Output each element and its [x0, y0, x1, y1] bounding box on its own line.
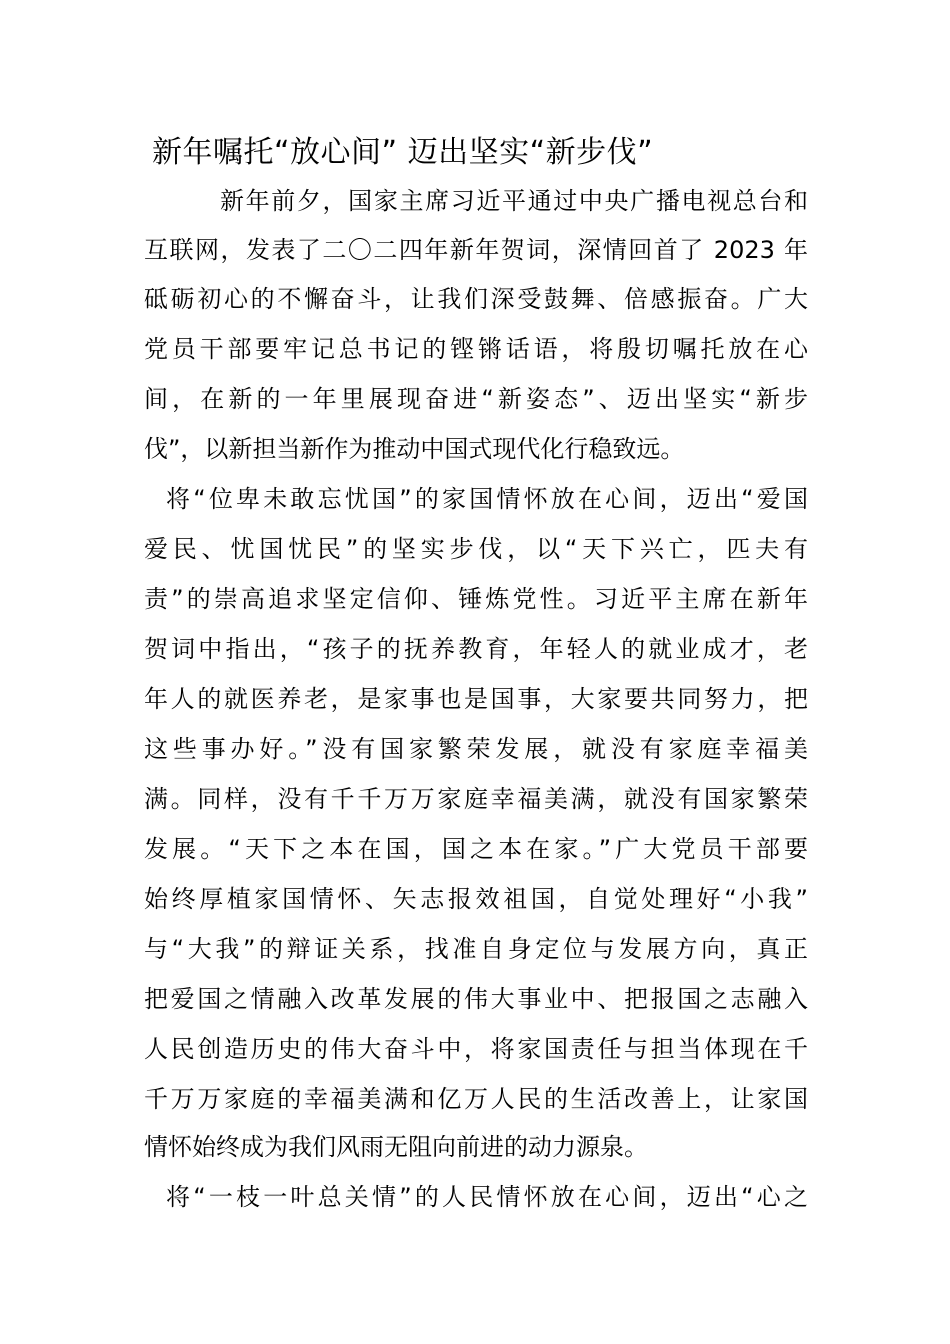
paragraph-1-line-4: 党员干部要牢记总书记的铿锵话语，将殷切嘱托放在心	[144, 335, 808, 363]
paragraph-2-line-9: 始终厚植家国情怀、矢志报效祖国，自觉处理好“小我”	[144, 885, 808, 913]
paragraph-1-line-3: 砥砺初心的不懈奋斗，让我们深受鼓舞、倍感振奋。广大	[144, 285, 808, 313]
paragraph-3-line-1: 将“一枝一叶总关情”的人民情怀放在心间，迈出“心之	[166, 1183, 808, 1211]
paragraph-1-line-5: 间，在新的一年里展现奋进“新姿态”、迈出坚实“新步	[144, 385, 808, 413]
paragraph-2-line-3: 责”的崇高追求坚定信仰、锤炼党性。习近平主席在新年	[144, 585, 808, 613]
paragraph-2-line-7: 满。同样，没有千千万万家庭幸福美满，就没有国家繁荣	[144, 785, 808, 813]
paragraph-2-line-14: 情怀始终成为我们风雨无阻向前进的动力源泉。	[144, 1133, 648, 1161]
paragraph-2-line-13: 千万万家庭的幸福美满和亿万人民的生活改善上，让家国	[144, 1085, 808, 1113]
paragraph-1-line-2: 互联网，发表了二〇二四年新年贺词，深情回首了 2023 年	[144, 236, 808, 264]
paragraph-2-line-10: 与“大我”的辩证关系，找准自身定位与发展方向，真正	[144, 935, 808, 963]
document-title: 新年嘱托“放心间” 迈出坚实“新步伐”	[152, 135, 654, 170]
paragraph-1-line-6: 伐”，以新担当新作为推动中国式现代化行稳致远。	[144, 435, 685, 463]
paragraph-2-line-1: 将“位卑未敢忘忧国”的家国情怀放在心间，迈出“爱国	[166, 485, 808, 513]
paragraph-1-line-1: 新年前夕，国家主席习近平通过中央广播电视总台和	[220, 187, 808, 215]
paragraph-2-line-6: 这些事办好。”没有国家繁荣发展，就没有家庭幸福美	[144, 735, 808, 763]
paragraph-2-line-12: 人民创造历史的伟大奋斗中，将家国责任与担当体现在千	[144, 1035, 808, 1063]
paragraph-2-line-8: 发展。“天下之本在国，国之本在家。”广大党员干部要	[144, 835, 808, 863]
paragraph-2-line-4: 贺词中指出，“孩子的抚养教育，年轻人的就业成才，老	[144, 635, 808, 663]
paragraph-2-line-5: 年人的就医养老，是家事也是国事，大家要共同努力，把	[144, 685, 808, 713]
paragraph-2-line-2: 爱民、忧国忧民”的坚实步伐，以“天下兴亡，匹夫有	[144, 535, 808, 563]
paragraph-2-line-11: 把爱国之情融入改革发展的伟大事业中、把报国之志融入	[144, 985, 808, 1013]
